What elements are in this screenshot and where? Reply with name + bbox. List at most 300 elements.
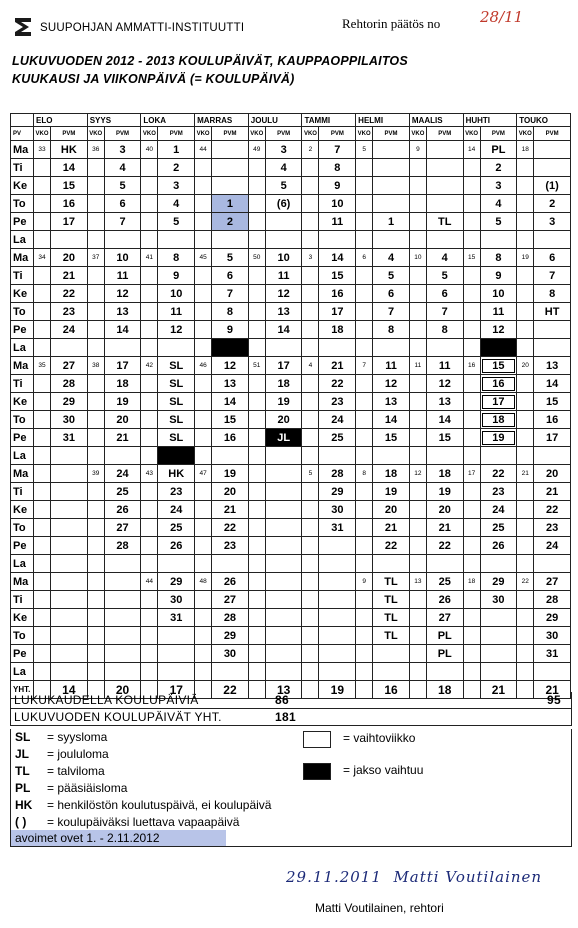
date-cell: 8 xyxy=(212,303,249,321)
date-cell: 16 xyxy=(51,195,88,213)
date-cell: 20 xyxy=(104,411,141,429)
calendar-row xyxy=(11,267,571,285)
week-number xyxy=(87,339,104,357)
date-cell: 12 xyxy=(480,321,517,339)
date-cell xyxy=(212,177,249,195)
week-number xyxy=(302,555,319,573)
date-cell: 12 xyxy=(104,285,141,303)
week-number xyxy=(87,159,104,177)
date-cell: 7 xyxy=(534,267,571,285)
year-days-total: 181 xyxy=(275,710,296,724)
week-number: 6 xyxy=(356,249,373,267)
date-cell xyxy=(104,645,141,663)
date-cell xyxy=(104,555,141,573)
month-total: 16 xyxy=(373,681,410,699)
week-number xyxy=(87,609,104,627)
week-number xyxy=(141,555,158,573)
calendar-row xyxy=(11,483,571,501)
date-cell xyxy=(265,555,302,573)
date-cell: 29 xyxy=(480,573,517,591)
calendar-row xyxy=(11,609,571,627)
date-cell: 18 xyxy=(426,465,463,483)
date-cell xyxy=(212,555,249,573)
week-number xyxy=(463,663,480,681)
week-number xyxy=(195,177,212,195)
week-number xyxy=(87,447,104,465)
date-cell: 14 xyxy=(104,321,141,339)
weekday-label: To xyxy=(11,303,34,321)
week-number: 36 xyxy=(87,141,104,159)
date-cell: 3 xyxy=(158,177,195,195)
week-number xyxy=(87,267,104,285)
week-number xyxy=(195,447,212,465)
calendar-row xyxy=(11,537,571,555)
date-cell: 4 xyxy=(104,159,141,177)
date-cell: 16 xyxy=(319,285,356,303)
week-number xyxy=(34,321,51,339)
weekday-label: Pe xyxy=(11,537,34,555)
weekday-label: To xyxy=(11,627,34,645)
date-cell xyxy=(534,339,571,357)
date-cell: 22 xyxy=(212,519,249,537)
date-cell: 17 xyxy=(534,429,571,447)
date-cell xyxy=(212,141,249,159)
date-cell: 19 xyxy=(265,393,302,411)
calendar-row xyxy=(11,285,571,303)
week-number xyxy=(356,321,373,339)
week-number xyxy=(195,411,212,429)
date-cell: 23 xyxy=(158,483,195,501)
date-cell: 17 xyxy=(51,213,88,231)
week-number xyxy=(87,195,104,213)
date-cell: 26 xyxy=(426,591,463,609)
date-cell: 4 xyxy=(426,249,463,267)
week-number xyxy=(248,501,265,519)
week-number xyxy=(195,213,212,231)
week-number xyxy=(195,483,212,501)
date-cell: 18 xyxy=(373,465,410,483)
date-cell xyxy=(265,339,302,357)
week-number xyxy=(409,321,426,339)
week-number xyxy=(195,195,212,213)
week-number xyxy=(409,501,426,519)
date-cell: 9 xyxy=(480,267,517,285)
date-cell xyxy=(51,465,88,483)
week-number: 15 xyxy=(463,249,480,267)
week-number xyxy=(409,213,426,231)
handwritten-signature: 29.11.2011 Matti Voutilainen xyxy=(286,868,543,886)
week-number xyxy=(141,177,158,195)
weekday-label: Ma xyxy=(11,465,34,483)
date-cell: 19 xyxy=(480,429,517,447)
date-cell: TL xyxy=(373,591,410,609)
date-cell: SL xyxy=(158,411,195,429)
week-number: 44 xyxy=(195,141,212,159)
date-cell xyxy=(480,339,517,357)
date-cell xyxy=(158,627,195,645)
week-number xyxy=(517,267,534,285)
date-cell: 1 xyxy=(212,195,249,213)
week-number xyxy=(87,591,104,609)
week-number xyxy=(302,627,319,645)
date-cell: 14 xyxy=(373,411,410,429)
pvm-header: PVM xyxy=(319,127,356,141)
week-number: 2 xyxy=(302,141,319,159)
date-cell: 15 xyxy=(426,429,463,447)
week-number xyxy=(409,177,426,195)
week-number xyxy=(141,519,158,537)
month-header: ELO xyxy=(34,114,88,127)
week-number xyxy=(302,573,319,591)
date-cell: 12 xyxy=(426,375,463,393)
week-number: 17 xyxy=(463,465,480,483)
week-number xyxy=(463,645,480,663)
week-number xyxy=(34,267,51,285)
week-number xyxy=(248,393,265,411)
date-cell: 18 xyxy=(104,375,141,393)
date-cell: 1 xyxy=(373,213,410,231)
week-number xyxy=(356,447,373,465)
date-cell: 25 xyxy=(104,483,141,501)
title-line-1: LUKUVUODEN 2012 - 2013 KOULUPÄIVÄT, KAUPPAOPPILAITOS xyxy=(12,54,408,68)
week-number: 45 xyxy=(195,249,212,267)
week-number xyxy=(141,159,158,177)
month-total: 19 xyxy=(319,681,356,699)
date-cell xyxy=(373,195,410,213)
week-number xyxy=(463,537,480,555)
calendar-row xyxy=(11,429,571,447)
date-cell: 14 xyxy=(319,249,356,267)
week-number xyxy=(517,519,534,537)
week-number xyxy=(356,411,373,429)
date-cell xyxy=(51,609,88,627)
pvm-header: PVM xyxy=(426,127,463,141)
week-number xyxy=(463,339,480,357)
weekday-label: Ma xyxy=(11,573,34,591)
document-title xyxy=(12,52,408,88)
date-cell xyxy=(104,663,141,681)
vko-header: VKO xyxy=(248,127,265,141)
date-cell: SL xyxy=(158,429,195,447)
date-cell: 15 xyxy=(51,177,88,195)
semester-days-row xyxy=(10,692,572,709)
calendar-row xyxy=(11,339,571,357)
date-cell: 25 xyxy=(319,429,356,447)
week-number xyxy=(248,339,265,357)
week-number xyxy=(409,447,426,465)
week-number xyxy=(463,195,480,213)
date-cell xyxy=(212,231,249,249)
week-number: 43 xyxy=(141,465,158,483)
totals-label: YHT. xyxy=(11,681,34,699)
date-cell: 16 xyxy=(212,429,249,447)
date-cell: 24 xyxy=(104,465,141,483)
week-number xyxy=(517,303,534,321)
calendar-row xyxy=(11,321,571,339)
date-cell: SL xyxy=(158,375,195,393)
date-cell: 30 xyxy=(319,501,356,519)
date-cell: 9 xyxy=(158,267,195,285)
week-number xyxy=(463,519,480,537)
weekday-label: Ma xyxy=(11,249,34,267)
week-number xyxy=(195,267,212,285)
date-cell xyxy=(265,231,302,249)
date-cell: TL xyxy=(373,573,410,591)
week-number xyxy=(463,285,480,303)
week-number: 9 xyxy=(356,573,373,591)
date-cell xyxy=(51,339,88,357)
week-number: 21 xyxy=(517,465,534,483)
week-number xyxy=(87,483,104,501)
week-number xyxy=(356,267,373,285)
date-cell: 22 xyxy=(51,285,88,303)
calendar-row xyxy=(11,663,571,681)
week-number xyxy=(141,339,158,357)
date-cell: 22 xyxy=(319,375,356,393)
week-number xyxy=(409,195,426,213)
week-number xyxy=(463,303,480,321)
week-number xyxy=(409,519,426,537)
week-number xyxy=(34,177,51,195)
week-number xyxy=(141,231,158,249)
vko-header: VKO xyxy=(463,127,480,141)
date-cell: 9 xyxy=(212,321,249,339)
date-cell: 5 xyxy=(373,267,410,285)
week-number xyxy=(463,555,480,573)
date-cell: 8 xyxy=(480,249,517,267)
week-number xyxy=(141,285,158,303)
date-cell xyxy=(319,663,356,681)
week-number xyxy=(463,177,480,195)
date-cell xyxy=(480,609,517,627)
week-number xyxy=(195,321,212,339)
week-number xyxy=(248,663,265,681)
week-number: 38 xyxy=(87,357,104,375)
date-cell: 28 xyxy=(319,465,356,483)
date-cell: (6) xyxy=(265,195,302,213)
week-number xyxy=(248,555,265,573)
calendar-row xyxy=(11,159,571,177)
date-cell: 27 xyxy=(212,591,249,609)
week-number xyxy=(34,411,51,429)
week-number xyxy=(87,393,104,411)
week-number xyxy=(517,501,534,519)
week-number: 44 xyxy=(141,573,158,591)
date-cell: 19 xyxy=(373,483,410,501)
week-number xyxy=(34,501,51,519)
week-number xyxy=(302,483,319,501)
week-number xyxy=(34,537,51,555)
date-cell: 23 xyxy=(319,393,356,411)
fall-semester-days: 86 xyxy=(275,693,289,707)
date-cell xyxy=(51,483,88,501)
weekday-label: Ti xyxy=(11,375,34,393)
weekday-label: To xyxy=(11,195,34,213)
pvm-header: PVM xyxy=(534,127,571,141)
date-cell: 28 xyxy=(534,591,571,609)
week-number xyxy=(409,483,426,501)
date-cell: 15 xyxy=(319,267,356,285)
week-number xyxy=(195,375,212,393)
date-cell xyxy=(319,627,356,645)
week-number xyxy=(248,627,265,645)
decision-label: Rehtorin päätös no xyxy=(342,16,441,31)
week-number xyxy=(141,447,158,465)
weekday-label: To xyxy=(11,519,34,537)
date-cell: 20 xyxy=(265,411,302,429)
week-number xyxy=(87,519,104,537)
date-cell: 12 xyxy=(212,357,249,375)
week-number xyxy=(409,429,426,447)
week-number xyxy=(141,321,158,339)
date-cell: TL xyxy=(373,627,410,645)
date-cell: 11 xyxy=(480,303,517,321)
week-number xyxy=(248,645,265,663)
week-number xyxy=(248,375,265,393)
date-cell: 28 xyxy=(51,375,88,393)
month-total: 17 xyxy=(158,681,195,699)
date-cell: 5 xyxy=(265,177,302,195)
week-number xyxy=(463,213,480,231)
date-cell: 29 xyxy=(212,627,249,645)
date-cell: 25 xyxy=(480,519,517,537)
date-cell: 4 xyxy=(480,195,517,213)
date-cell xyxy=(104,447,141,465)
weekday-label: Ma xyxy=(11,357,34,375)
week-number xyxy=(248,231,265,249)
legend-item: TL = talviloma xyxy=(15,764,105,778)
date-cell: 6 xyxy=(212,267,249,285)
legend xyxy=(10,729,572,847)
semester-days-label: LUKUKAUDELLA KOULUPÄIVIÄ xyxy=(14,693,199,707)
date-cell: 15 xyxy=(534,393,571,411)
week-number xyxy=(34,465,51,483)
week-number xyxy=(517,537,534,555)
month-header: MAALIS xyxy=(409,114,463,127)
date-cell: 16 xyxy=(480,375,517,393)
month-header: HUHTI xyxy=(463,114,517,127)
week-number xyxy=(517,555,534,573)
exchange-week-swatch xyxy=(303,731,331,748)
date-cell xyxy=(265,591,302,609)
pvm-header: PVM xyxy=(212,127,249,141)
date-cell xyxy=(212,159,249,177)
date-cell: 30 xyxy=(480,591,517,609)
week-number xyxy=(87,663,104,681)
date-cell: 11 xyxy=(265,267,302,285)
date-cell: 21 xyxy=(534,483,571,501)
week-number xyxy=(356,375,373,393)
week-number xyxy=(87,537,104,555)
date-cell xyxy=(426,555,463,573)
month-total: 18 xyxy=(426,681,463,699)
date-cell xyxy=(265,609,302,627)
date-cell: TL xyxy=(426,213,463,231)
date-cell: 18 xyxy=(319,321,356,339)
date-cell xyxy=(265,213,302,231)
week-number: 39 xyxy=(87,465,104,483)
week-number xyxy=(302,447,319,465)
week-number xyxy=(87,285,104,303)
date-cell xyxy=(426,159,463,177)
week-number xyxy=(517,663,534,681)
weekday-label: La xyxy=(11,339,34,357)
week-number xyxy=(195,285,212,303)
week-number xyxy=(195,645,212,663)
date-cell xyxy=(265,537,302,555)
date-cell: 24 xyxy=(158,501,195,519)
week-number xyxy=(302,609,319,627)
date-cell: 5 xyxy=(480,213,517,231)
date-cell xyxy=(426,195,463,213)
week-number xyxy=(517,645,534,663)
date-cell: 23 xyxy=(534,519,571,537)
date-cell: 22 xyxy=(373,537,410,555)
week-number xyxy=(195,159,212,177)
decision-number: 28/11 xyxy=(480,8,524,26)
month-header-row xyxy=(11,114,571,127)
date-cell: 7 xyxy=(212,285,249,303)
week-number xyxy=(34,483,51,501)
pvm-header: PVM xyxy=(51,127,88,141)
week-number xyxy=(195,339,212,357)
date-cell xyxy=(104,609,141,627)
week-number: 22 xyxy=(517,573,534,591)
month-header: HELMI xyxy=(356,114,410,127)
week-number: 48 xyxy=(195,573,212,591)
week-number: 33 xyxy=(34,141,51,159)
weekday-label: Ke xyxy=(11,609,34,627)
vko-header: VKO xyxy=(87,127,104,141)
period-change-swatch xyxy=(303,763,331,780)
date-cell xyxy=(51,663,88,681)
date-cell: 15 xyxy=(212,411,249,429)
week-number xyxy=(248,609,265,627)
week-number xyxy=(34,573,51,591)
month-header: SYYS xyxy=(87,114,141,127)
date-cell: 30 xyxy=(158,591,195,609)
date-cell: 13 xyxy=(426,393,463,411)
week-number xyxy=(463,447,480,465)
week-number xyxy=(141,645,158,663)
date-cell: PL xyxy=(426,645,463,663)
date-cell xyxy=(319,573,356,591)
week-number xyxy=(517,375,534,393)
date-cell xyxy=(104,339,141,357)
date-cell: 26 xyxy=(212,573,249,591)
week-number xyxy=(195,231,212,249)
week-number xyxy=(517,177,534,195)
week-number xyxy=(87,375,104,393)
pvm-header: PVM xyxy=(480,127,517,141)
date-cell xyxy=(51,627,88,645)
month-header: MARRAS xyxy=(195,114,249,127)
date-cell xyxy=(104,591,141,609)
week-number xyxy=(141,213,158,231)
date-cell: 27 xyxy=(104,519,141,537)
date-cell: 16 xyxy=(534,411,571,429)
date-cell: 2 xyxy=(212,213,249,231)
date-cell: 13 xyxy=(534,357,571,375)
date-cell xyxy=(534,159,571,177)
week-number xyxy=(356,627,373,645)
week-number xyxy=(517,411,534,429)
date-cell: 22 xyxy=(426,537,463,555)
date-cell xyxy=(319,591,356,609)
open-days-note: avoimet ovet 1. - 2.11.2012 xyxy=(11,830,226,846)
week-number: 10 xyxy=(409,249,426,267)
week-number xyxy=(356,339,373,357)
